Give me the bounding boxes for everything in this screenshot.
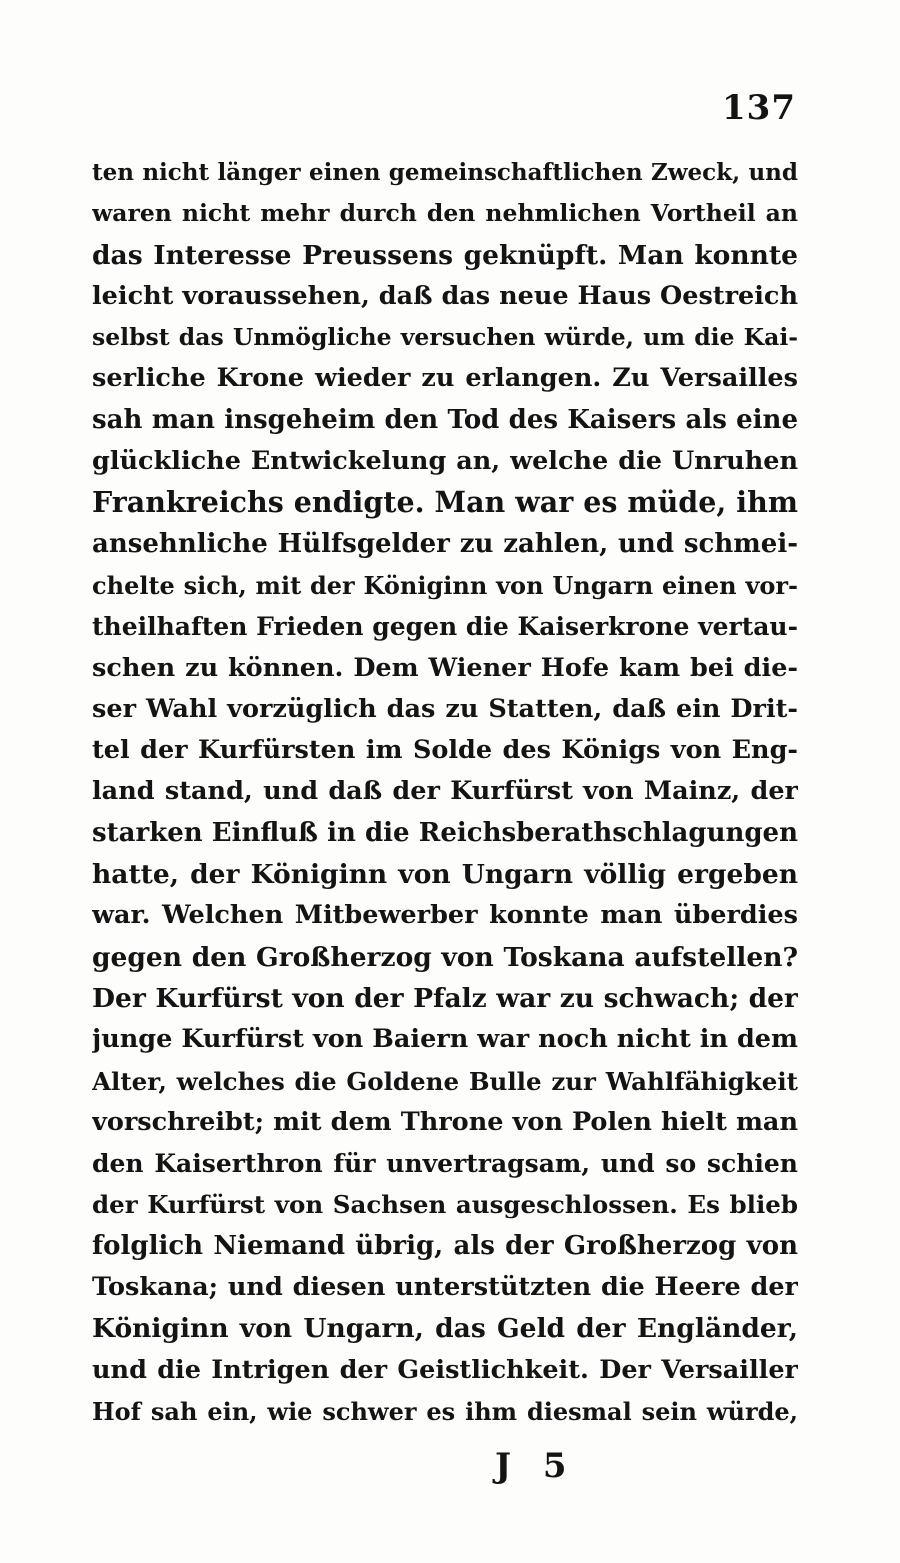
text-line: theilhaften Frieden gegen die Kaiserkrone vertau- bbox=[92, 612, 798, 642]
text-line: schen zu können. Dem Wiener Hofe kam bei die- bbox=[92, 652, 798, 683]
text-line: chelte sich, mit der Königinn von Ungarn einen vor- bbox=[92, 570, 798, 600]
text-line: ten nicht länger einen gemeinschaftlichen Zweck, und bbox=[92, 159, 798, 186]
text-line: gegen den Großherzog von Toskana aufstellen? bbox=[92, 941, 798, 973]
text-line: serliche Krone wieder zu erlangen. Zu Versailles bbox=[92, 363, 798, 394]
text-line: land stand, und daß der Kurfürst von Mainz, der bbox=[92, 776, 798, 807]
text-line: hatte, der Königinn von Ungarn völlig ergeben bbox=[92, 859, 798, 891]
body-text bbox=[92, 152, 798, 1432]
text-line: folglich Niemand übrig, als der Großherzog von bbox=[92, 1230, 798, 1261]
text-line: der Kurfürst von Sachsen ausgeschlossen. Es blieb bbox=[92, 1190, 798, 1220]
text-line: vorschreibt; mit dem Throne von Polen hielt man bbox=[92, 1106, 798, 1137]
text-line: Alter, welches die Goldene Bulle zur Wahlfähigkeit bbox=[92, 1066, 798, 1096]
text-line: junge Kurfürst von Baiern war noch nicht in dem bbox=[92, 1024, 798, 1055]
text-line: war. Welchen Mitbewerber konnte man überdies bbox=[92, 900, 798, 931]
text-line: Der Kurfürst von der Pfalz war zu schwach; der bbox=[92, 982, 798, 1014]
text-line: tel der Kurfürsten im Solde des Königs von Eng- bbox=[92, 735, 798, 766]
text-line: Königinn von Ungarn, das Geld der Engländer, bbox=[92, 1313, 798, 1345]
page-number: 137 bbox=[722, 88, 796, 128]
signature-mark: J 5 bbox=[495, 1446, 577, 1486]
text-line: waren nicht mehr durch den nehmlichen Vortheil an bbox=[92, 199, 798, 228]
text-line: glückliche Entwickelung an, welche die Unruhen bbox=[92, 446, 798, 477]
text-line: selbst das Unmögliche versuchen würde, um die Kai- bbox=[92, 323, 798, 352]
text-line: und die Intrigen der Geistlichkeit. Der Versailler bbox=[92, 1354, 798, 1385]
text-line: Frankreichs endigte. Man war es müde, ihm bbox=[92, 485, 798, 520]
text-line: den Kaiserthron für unvertragsam, und so schien bbox=[92, 1149, 798, 1179]
text-line: sah man insgeheim den Tod des Kaisers als eine bbox=[92, 404, 798, 435]
text-line: Hof sah ein, wie schwer es ihm diesmal sein würde, bbox=[92, 1396, 798, 1426]
text-line: ansehnliche Hülfsgelder zu zahlen, und schmei- bbox=[92, 528, 798, 559]
text-line: starken Einfluß in die Reichsberathschlagungen bbox=[92, 817, 798, 848]
text-line: Toskana; und diesen unterstützten die Heere der bbox=[92, 1272, 798, 1303]
text-line: leicht voraussehen, daß das neue Haus Oestreich bbox=[92, 280, 798, 311]
text-line: das Interesse Preussens geknüpft. Man konnte bbox=[92, 239, 798, 271]
text-line: ser Wahl vorzüglich das zu Statten, daß ein Drit- bbox=[92, 693, 798, 724]
